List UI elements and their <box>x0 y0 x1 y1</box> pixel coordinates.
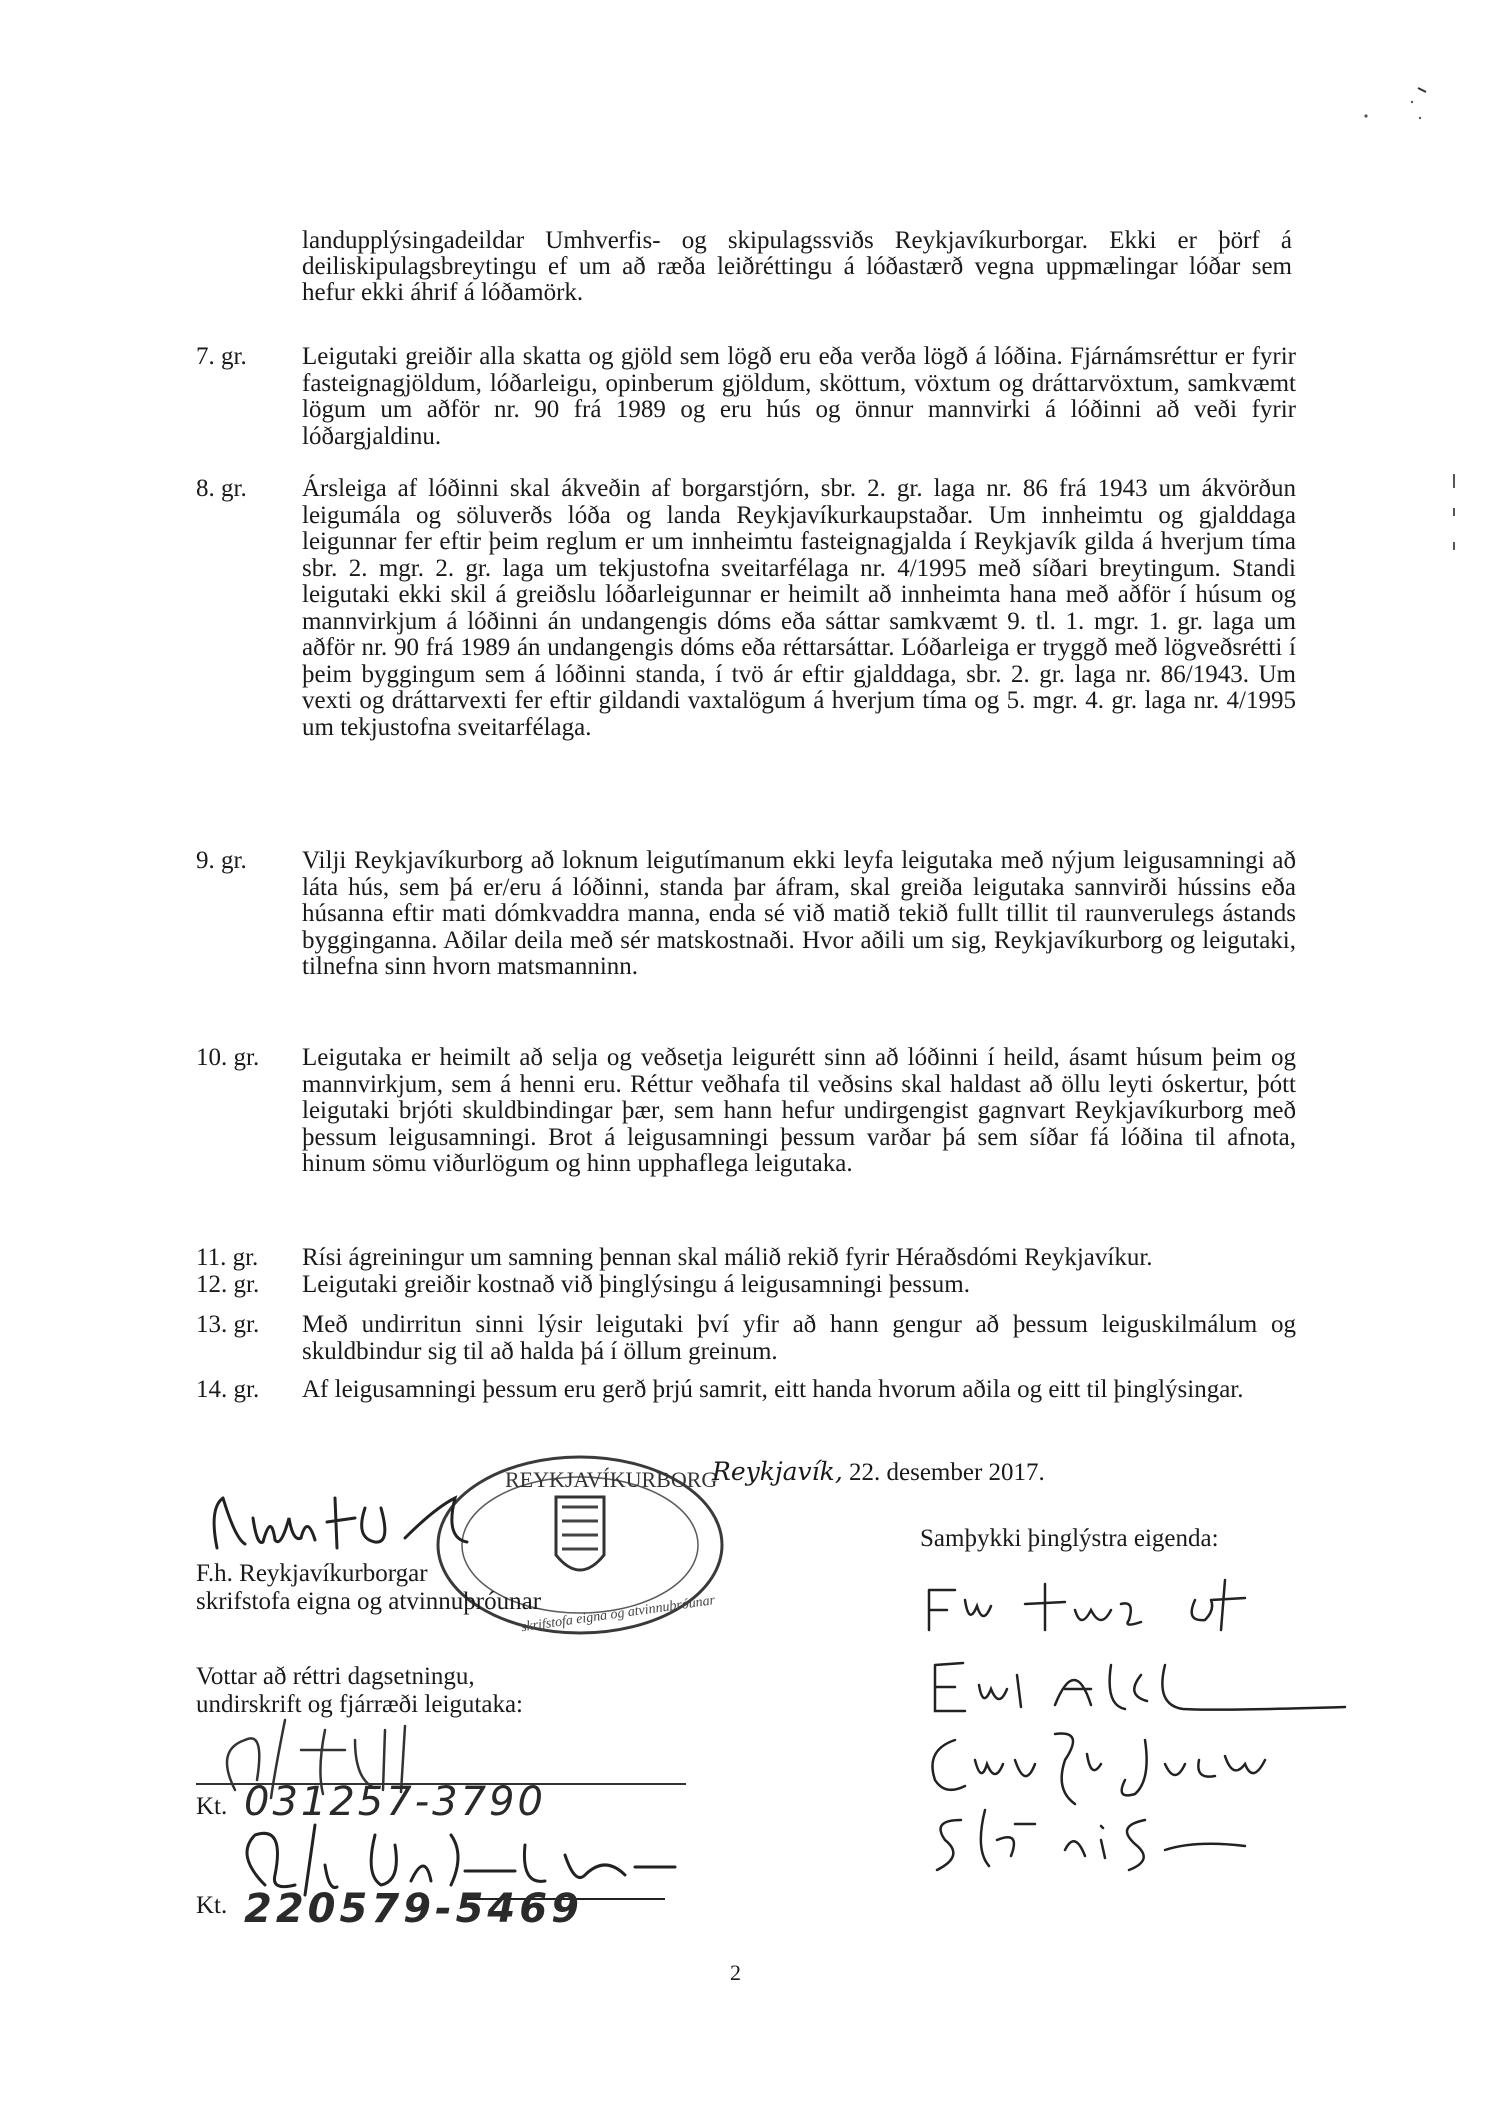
owners-consent-label: Samþykki þinglýstra eigenda: <box>920 1525 1219 1552</box>
stamp-bottom-text: skrifstofa eigna og atvinnuþróunar <box>520 1593 716 1636</box>
article-number: 10. gr. <box>196 1044 260 1071</box>
margin-marks <box>1448 470 1460 560</box>
article-number: 11. gr. <box>196 1244 259 1271</box>
article-number: 9. gr. <box>196 847 247 874</box>
scan-specks <box>1360 80 1440 140</box>
article-12 <box>196 1272 1296 1299</box>
article-text: Leigutaki greiðir alla skatta og gjöld sem lögð eru eða verða lögð á lóðina. Fjárnámsréttur er fyrir fasteignagjöldum, lóðarleigu, opinberum gjöldum, sköttum, vöxtum og dráttarvöxtum, samkvæmt lögum um aðför nr. 90 frá 1989 og eru hús og önnur mannvirki á lóðinni að veði fyrir lóðargjaldinu. <box>302 343 1296 450</box>
article-number: 7. gr. <box>196 343 247 370</box>
stamp-top-text: REYKJAVÍKURBORG <box>505 1467 718 1492</box>
witness-1-id <box>196 1779 546 1825</box>
kt-value: 031257-3790 <box>244 1779 546 1825</box>
witness-line-1: Vottar að réttri dagsetningu, <box>196 1663 475 1690</box>
owner-signature-1 <box>915 1570 1295 1640</box>
article-text: Með undirritun sinni lýsir leigutaki því yfir að hann gengur að þessum leiguskilmálum og skuldbindur sig til að halda þá í öllum greinum. <box>302 1311 1296 1365</box>
article-14 <box>196 1377 1296 1404</box>
kt-label: Kt. <box>196 1892 228 1919</box>
company-line-1: F.h. Reykjavíkurborgar <box>196 1560 428 1587</box>
article-number: 13. gr. <box>196 1311 260 1338</box>
article-text: Ársleiga af lóðinni skal ákveðin af borgarstjórn, sbr. 2. gr. laga nr. 86 frá 1943 um ákvörðun leigumála og söluverðs lóða og landa Reykjavíkurkaupstaðar. Um innheimtu og gjalddaga leigunnar fer eftir þeim reglum er um innheimtu fasteignagjalda í Reykjavík gilda á hverjum tíma sbr. 2. mgr. 2. gr. laga um tekjustofna sveitarfélaga nr. 4/1995 með síðari breytingum. Standi leigutaki ekki skil á greiðslu lóðarleigunnar er heimilt að innheimta hana með aðför í húsum og mannvirkjum á lóðinni án undangengis dóms eða sáttar samkvæmt 9. tl. 1. mgr. 1. gr. laga um aðför nr. 90 frá 1989 án undangengis dóms eða réttarsáttar. Lóðarleiga er tryggð með lögveðsrétti í þeim byggingum sem á lóðinni standa, í tvö ár eftir gjalddaga, sbr. 2. gr. laga nr. 86/1943. Um vexti og dráttarvexti fer eftir gildandi vaxtalögum á hverjum tíma og 5. mgr. 4. gr. laga nr. 4/1995 um tekjustofna sveitarfélaga. <box>302 475 1296 741</box>
article-13 <box>196 1312 1296 1365</box>
article-number: 8. gr. <box>196 475 247 502</box>
company-line-2: skrifstofa eigna og atvinnuþróunar <box>196 1588 542 1615</box>
owner-signature-2 <box>915 1645 1355 1725</box>
witness-line-2: undirskrift og fjárræði leigutaka: <box>196 1691 524 1718</box>
article-7 <box>196 344 1296 450</box>
article-9 <box>196 848 1296 981</box>
article-text: Leigutaka er heimilt að selja og veðsetja leigurétt sinn að lóðinni í heild, ásamt húsum þeim og mannvirkjum, sem á henni eru. Réttur veðhafa til veðsins skal haldast að öllu leyti óskertur, þótt leigutaki brjóti skuldbindingar þær, sem hann hefur undirgengist gagnvart Reykjavíkurborg með þessum leigusamningi. Brot á leigusamningi þessum varðar þá sem síðar fá lóðina til afnota, hinum sömu viðurlögum og hinn upphaflega leigutaka. <box>302 1044 1296 1177</box>
company-block <box>196 1560 541 1616</box>
article-text: Af leigusamningi þessum eru gerð þrjú samrit, eitt handa hvorum aðila og eitt til þinglýsingar. <box>302 1376 1244 1403</box>
signing-place-date <box>712 1458 1045 1487</box>
article-text: Rísi ágreiningur um samning þennan skal málið rekið fyrir Héraðsdómi Reykjavíkur. <box>302 1244 1153 1271</box>
owner-signature-3 <box>915 1720 1295 1810</box>
page-number: 2 <box>730 1960 741 1985</box>
signing-date: 22. desember 2017. <box>849 1459 1045 1486</box>
kt-label: Kt. <box>196 1793 228 1820</box>
article-text: Vilji Reykjavíkurborg að loknum leigutímanum ekki leyfa leigutaka með nýjum leigusamningi að láta hús, sem þá er/eru á lóðinni, standa þar áfram, skal greiða leigutaka sannvirði hússins eða húsanna eftir mati dómkvaddra manna, enda sé við matið tekið fullt tillit til raunverulegs ástands bygginganna. Aðilar deila með sér matskostnaði. Hvor aðili um sig, Reykjavíkurborg og leigutaki, tilnefna sinn hvorn matsmanninn. <box>302 847 1296 980</box>
owner-signature-4 <box>915 1800 1295 1880</box>
article-8 <box>196 476 1296 741</box>
kt-value: 220579-5469 <box>244 1886 583 1932</box>
signing-place: Reykjavík, <box>712 1457 843 1486</box>
article-11 <box>196 1245 1296 1272</box>
company-signature <box>205 1478 495 1568</box>
article-text: Leigutaki greiðir kostnað við þinglýsingu á leigusamningi þessum. <box>302 1271 970 1298</box>
article-number: 14. gr. <box>196 1376 260 1403</box>
article-number: 12. gr. <box>196 1271 260 1298</box>
witness-2-id <box>196 1886 583 1932</box>
article-10 <box>196 1045 1296 1178</box>
intro-paragraph: landupplýsingadeildar Umhverfis- og skipulagssviðs Reykjavíkurborgar. Ekki er þörf á deiliskipulagsbreytingu ef um að ræða leiðréttingu á lóðastærð vegna uppmælingar lóðar sem hefur ekki áhrif á lóðamörk. <box>302 227 1292 306</box>
